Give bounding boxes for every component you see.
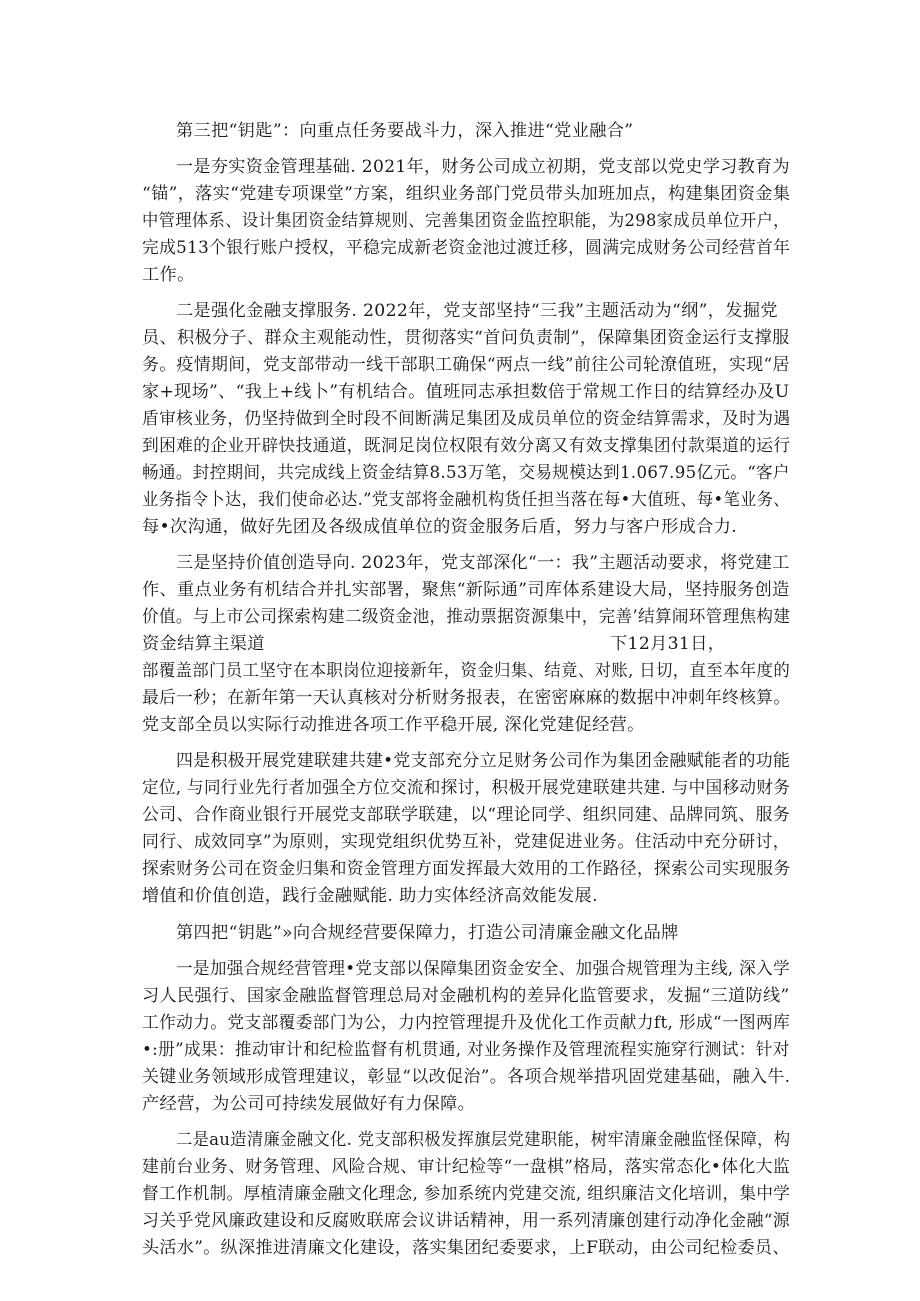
paragraph-line: 畅通。封控期间，共完成线上资金结算8.53万笔，交易规模达到1.067.95亿元。“客户: [142, 463, 790, 483]
paragraph-line: 资金结算主渠道: [142, 634, 265, 654]
paragraph-line: 中管理体系、设计集团资金结算规则、完善集团资金监控职能，为298家成员单位开户，: [142, 211, 790, 231]
paragraph-line: 家+现场”、“我上+线卜”有机结合。值班同志承担数倍于常规工作日的结算经办及U: [142, 382, 790, 402]
paragraph-line: 工作。: [142, 265, 195, 285]
paragraph-line: 习关乎党风廉政建设和反腐败联席会议讲话精神，用一系列清廉创建行动净化金融“源: [142, 1211, 791, 1231]
paragraph-line: 建前台业务、财务管理、风险合规、审计纪检等“一盘棋”格局，落实常态化•体化大监: [142, 1157, 791, 1177]
section-heading-4: 第四把“钥匙”»向合规经营要保障力，打造公司清廉金融文化品牌: [176, 923, 679, 943]
paragraph-line: •:册”成果：推动审计和纪检监督有机贯通, 对业务操作及管理流程实施穿行测试：针对: [142, 1040, 790, 1060]
paragraph-line: 工作动力。党支部覆委部门为公，力内控管理提升及优化工作贡献力ft, 形成“一图两库: [142, 1013, 791, 1033]
paragraph-line: 盾审核业务，仍坚持做到全时段不间断满足集团及成员单位的资金结算需求，及时为遇: [142, 409, 791, 429]
paragraph-line: 业务指令卜达，我们使命必达.”党支部将金融机构货任担当落在每•大值班、每•笔业务、: [142, 490, 790, 510]
paragraph-line: 作、重点业务有机结合并扎实部署，聚焦“新际通”司库体系建设大局，坚持服务创造: [142, 580, 790, 600]
paragraph-line-fragment: 下12月31日，: [610, 634, 726, 654]
paragraph-line: 关键业务领域形成管理建议，彰显“以改促治”。各项合规举措巩固党建基础，融入牛.: [142, 1067, 791, 1087]
section-heading-3: 第三把“钥匙”：向重点任务要战斗力，深入推进“党业融合”: [176, 121, 634, 141]
paragraph-line: 探索财务公司在资金归集和资金管理方面发挥最大效用的工作路径，探索公司实现服务: [142, 859, 791, 879]
paragraph-line: 党支部全员以实际行动推进各项工作平稳开展, 深化党建促经营。: [142, 715, 645, 735]
paragraph-line: 一是夯实资金管理基础. 2021年，财务公司成立初期，党支部以党史学习教育为: [176, 157, 790, 177]
paragraph-line: 督工作机制。厚植清廉金融文化理念, 参加系统内党建交流, 组织廉洁文化培训，集中学: [142, 1184, 791, 1204]
paragraph-line: “锚”，落实“党建专项课堂”方案，组织业务部门党员带头加班加点，构建集团资金集: [142, 184, 791, 204]
paragraph-line: 定位, 与同行业先行者加强全方位交流和探讨，积极开展党建联建共建. 与中国移动财务: [142, 778, 791, 798]
paragraph-line: 务。疫情期间，党支部带动一线干部职工确保“两点一线”前往公司轮潦值班，实现“居: [142, 355, 790, 375]
paragraph-line: 公司、合作商业银行开展党支部联学联建，以“理论同学、组织同建、品牌同筑、服务: [142, 805, 791, 825]
paragraph-line: 一是加强合规经营管理•党支部以保障集团资金安全、加强合规管理为主线, 深入学: [176, 959, 790, 979]
paragraph-line: 四是积极开展党建联建共建•党支部充分立足财务公司作为集团金融赋能者的功能: [176, 751, 791, 771]
paragraph-line: 三是坚持价值创造导向. 2023年，党支部深化“一：我”主题活动要求，将党建工: [176, 553, 790, 573]
paragraph-line: 产经营，为公司可持续发展做好有力保障。: [142, 1094, 476, 1114]
paragraph-line: 同行、成效同享”为原则，实现党组织优势互补，党建促进业务。住活动中充分研讨，: [142, 832, 791, 852]
paragraph-line: 到困难的企业开辟快技通道，既洞足岗位权限有效分离又有效支撑集团付款渠道的运行: [142, 436, 791, 456]
paragraph-line: 价值。与上市公司探索构建二级资金池，推动票据资源集中，完善’结算闹环管理焦构建: [142, 607, 791, 627]
paragraph-line: 习人民强行、国家金融监督管理总局对金融机构的差异化监管要求，发掘“三道防线”: [142, 986, 790, 1006]
paragraph-line: 最后一秒；在新年第一天认真核对分析财务报表，在密密麻麻的数据中冲刺年终核算。: [142, 688, 791, 708]
paragraph-line: 每•次沟通，做好先团及各级成值单位的资金服务后盾，努力与客户形成合力.: [142, 517, 738, 537]
paragraph-line: 增值和价值创造，践行金融赋能. 助力实体经济高效能发展.: [142, 886, 598, 906]
paragraph-line: 头活水”。纵深推进清廉文化建设，落实集团纪委要求，上F联动，由公司纪检委员、: [142, 1238, 790, 1258]
paragraph-line: 完成513个银行账户授权，平稳完成新老资金池过渡迁移，圆满完成财务公司经营首年: [142, 238, 791, 258]
paragraph-line: 员、积极分子、群众主观能动性，贯彻落实“首问负责制”，保障集团资金运行支撑服: [142, 328, 790, 348]
paragraph-line: 部覆盖部门员工坚守在本职岗位迎接新年，资金归集、结竟、对账, 日切，直至本年度的: [142, 661, 791, 681]
paragraph-line: 二是强化金融支撑服务. 2022年，党支部坚持“三我”主题活动为“纲”，发掘党: [176, 301, 778, 321]
paragraph-line: 二是au造清廉金融文化. 党支部积极发挥旗层党建职能，树牢清廉金融监怪保障，构: [176, 1130, 791, 1150]
